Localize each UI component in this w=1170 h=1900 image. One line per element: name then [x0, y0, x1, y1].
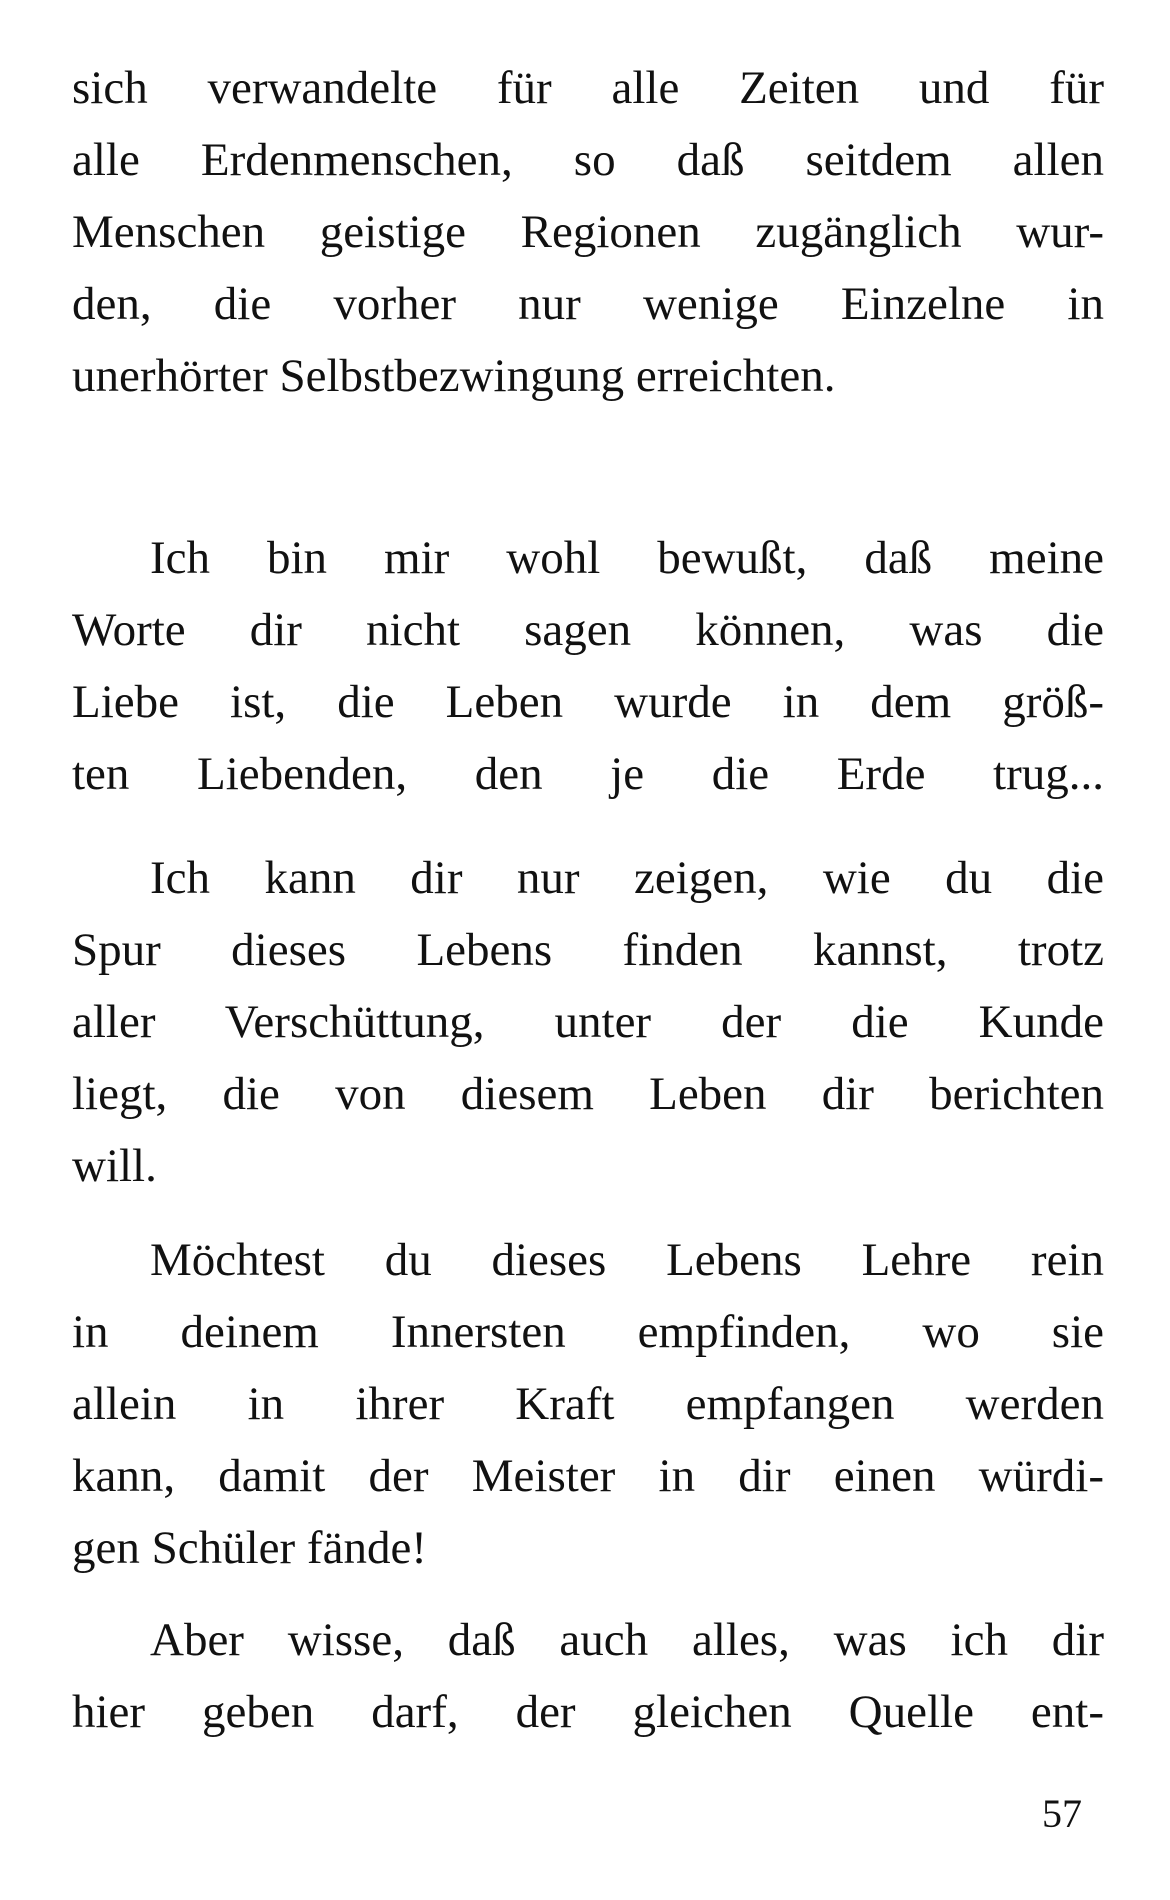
text-line: Menschen geistige Regionen zugänglich wur- [72, 206, 1104, 258]
paragraph-2 [72, 522, 1104, 810]
text-line: will. [72, 1140, 157, 1192]
paragraph-3 [72, 842, 1104, 1202]
text-line: Liebe ist, die Leben wurde in dem größ- [72, 676, 1104, 728]
text-line: aller Verschüttung, unter der die Kunde [72, 996, 1104, 1048]
paragraph-5 [72, 1604, 1104, 1748]
text-line: Aber wisse, daß auch alles, was ich dir [150, 1614, 1104, 1666]
paragraph-4 [72, 1224, 1104, 1584]
text-line: Worte dir nicht sagen können, was die [72, 604, 1104, 656]
text-line: in deinem Innersten empfinden, wo sie [72, 1306, 1104, 1358]
paragraph-1 [72, 52, 1104, 412]
page-number: 57 [1042, 1791, 1082, 1836]
text-line: hier geben darf, der gleichen Quelle ent- [72, 1686, 1104, 1738]
text-line: allein in ihrer Kraft empfangen werden [72, 1378, 1104, 1430]
text-line: Möchtest du dieses Lebens Lehre rein [150, 1234, 1104, 1286]
text-line: gen Schüler fände! [72, 1522, 427, 1574]
text-line: liegt, die von diesem Leben dir berichten [72, 1068, 1104, 1120]
text-line: unerhörter Selbstbezwingung erreichten. [72, 350, 836, 402]
text-line: Ich bin mir wohl bewußt, daß meine [150, 532, 1104, 584]
text-line: den, die vorher nur wenige Einzelne in [72, 278, 1104, 330]
text-line: sich verwandelte für alle Zeiten und für [72, 62, 1104, 114]
text-line: Ich kann dir nur zeigen, wie du die [150, 852, 1104, 904]
text-line: alle Erdenmenschen, so daß seitdem allen [72, 134, 1104, 186]
text-line: ten Liebenden, den je die Erde trug... [72, 748, 1104, 800]
text-line: kann, damit der Meister in dir einen würdi- [72, 1450, 1104, 1502]
text-line: Spur dieses Lebens finden kannst, trotz [72, 924, 1104, 976]
